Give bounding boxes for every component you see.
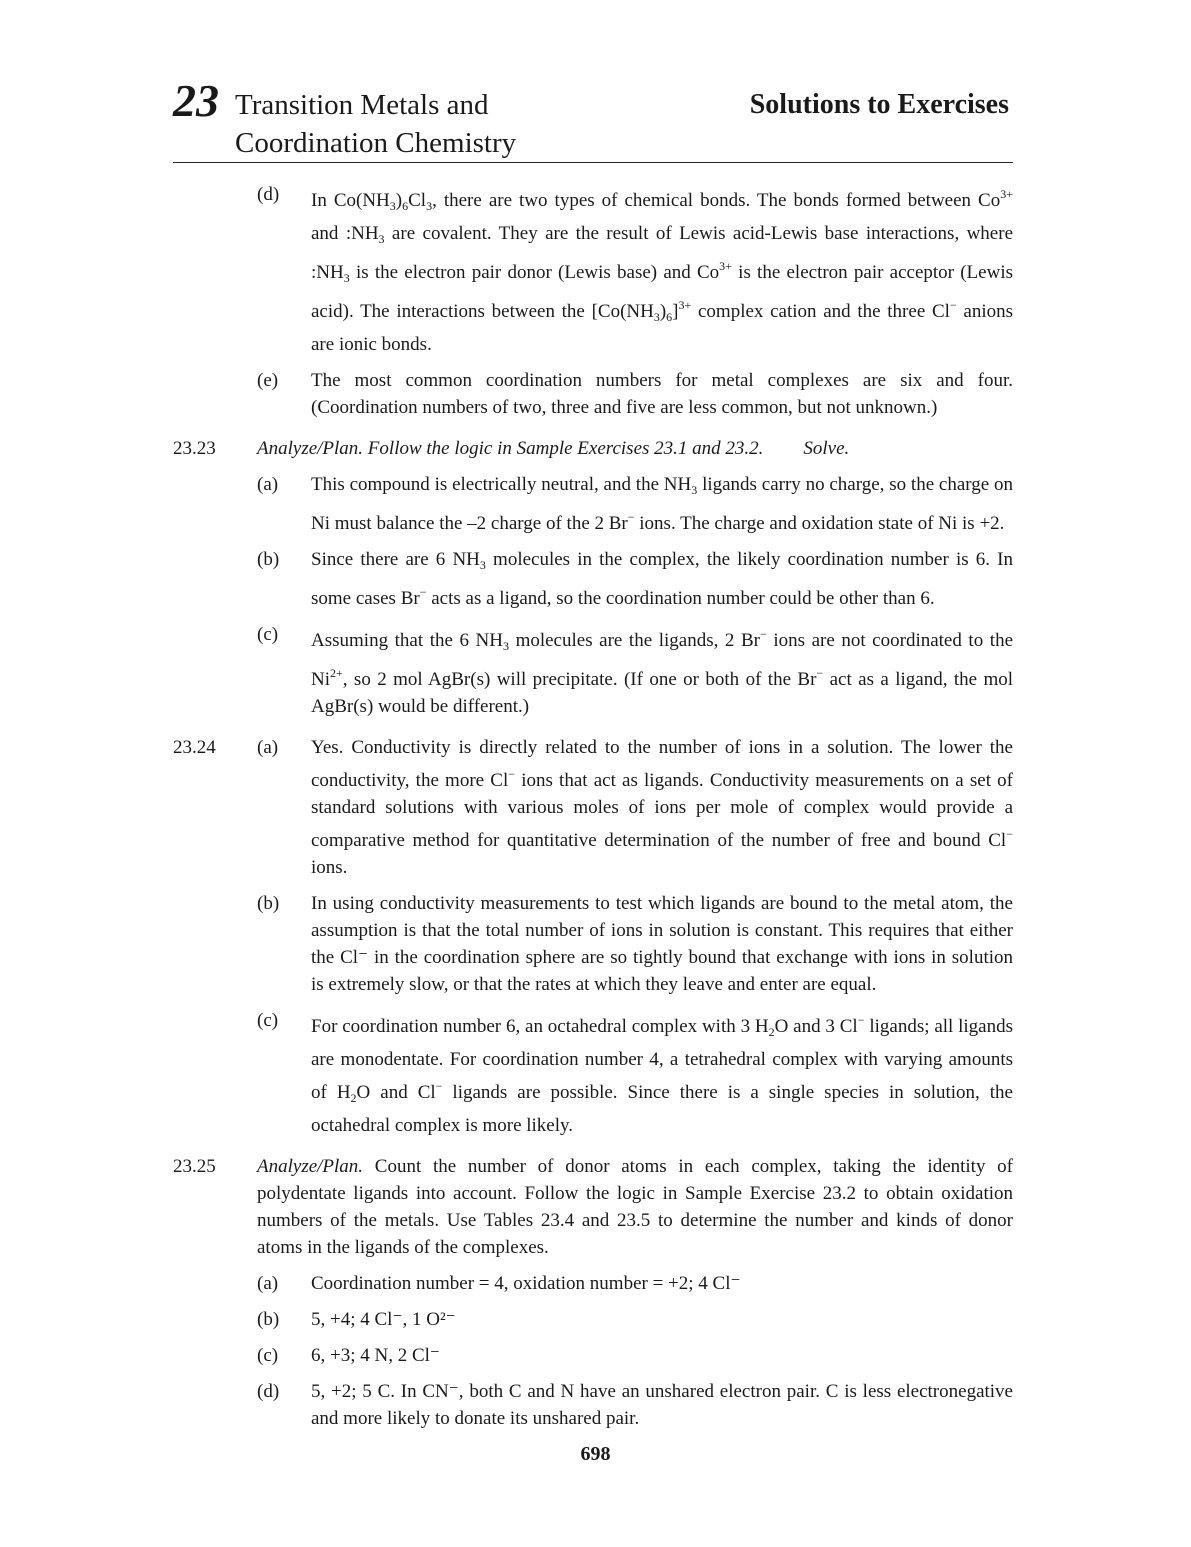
problem-23-25-c: (c) 6, +3; 4 N, 2 Cl⁻ (257, 1345, 440, 1366)
problem-23-25-intro: 23.25 Analyze/Plan. Count the number of donor atoms in each complex, taking the identity of polydentate ligands into account. Follow the logic in Sample Exercise 23.2 to obtain oxidation numbers of the metals. Use Tables 23.4 and 23.5 to determine the number and kinds of donor atoms in the ligands of the complexes. (173, 1153, 1013, 1261)
item-text: In $Co(NH_3)_6Cl_3$, there are two types of chemical bonds. The bonds formed between $Co^{3+}$ and $:NH_3$ are covalent. They are the result of Lewis acid-Lewis base interactions, where $:NH_3$ is the electron pair donor (Lewis base) and $Co^{3+}$ is the electron pair acceptor (Lewis acid). The interactions between the $[Co(NH_3)_6]^{3+}$ complex cation and the three Cl− anions are ionic bonds. (311, 187, 1014, 355)
chapter-header (173, 75, 1013, 162)
problem-23-24-a: 23.24 (a) Yes. Conductivity is directly related to the number of ions in a solution. The lower the conductivity, the more Cl− ions that act as ligands. Conductivity measurements on a set of standard solutions with various moles of ions per mole of complex would provide a comparative method for quantitative determination of the number of free and bound Cl− ions. (173, 734, 1013, 881)
section-title: Solutions to Exercises (749, 89, 1009, 120)
problem-23-25-b: (b) 5, +4; 4 Cl⁻, 1 O²⁻ (257, 1309, 456, 1330)
page-body (173, 181, 1013, 1441)
problem-number: 23.23 (173, 438, 216, 459)
problem-23-24-c: (c) For coordination number 6, an octahedral complex with 3 $H_2O$ and 3 Cl− ligands; all ligands are monodentate. For coordination number 4, a tetrahedral complex with varying amounts of $H_2O$ and Cl− ligands are possible. Since there is a single species in solution, the octahedral complex is more likely. (257, 1010, 1014, 1136)
problem-23-25-d: (d) 5, +2; 5 C. In CN⁻, both C and N have an unshared electron pair. C is less electronegative and more likely to donate its unshared pair. (257, 1381, 1013, 1429)
item-d-bonds: (d) In $Co(NH_3)_6Cl_3$, there are two types of chemical bonds. The bonds formed between $Co^{3+}$ and $:NH_3$ are covalent. They are the result of Lewis acid-Lewis base interactions, where $:NH_3$ is the electron pair donor (Lewis base) and $Co^{3+}$ is the electron pair acceptor (Lewis acid). The interactions between the $[Co(NH_3)_6]^{3+}$ complex cation and the three Cl− anions are ionic bonds. (173, 181, 1013, 358)
problem-number: 23.24 (173, 737, 216, 758)
item-e-coordination-numbers: (e) The most common coordination numbers for metal complexes are six and four. (Coordination numbers of two, three and five are less common, but not unknown.) (257, 370, 1013, 418)
problem-23-23-b: (b) Since there are 6 $NH_3$ molecules in the complex, the likely coordination number is 6. In some cases Br− acts as a ligand, so the coordination number could be other than 6. (257, 549, 1013, 609)
chapter-title (235, 86, 516, 162)
chapter-title-line1: Transition Metals and (235, 89, 489, 121)
chapter-number: 23 (173, 75, 219, 126)
problem-number: 23.25 (173, 1156, 216, 1177)
problem-23-24-b: (b) In using conductivity measurements to test which ligands are bound to the metal atom, the assumption is that the total number of ions in solution is constant. This requires that either the Cl⁻ in the coordination sphere are so tightly bound that exchange with ions in solution is extremely slow, or that the rates at which they leave and enter are equal. (257, 893, 1013, 995)
problem-23-23-c: (c) Assuming that the 6 $NH_3$ molecules are the ligands, 2 Br− ions are not coordinated to the $Ni^{2+}$, so 2 mol AgBr(s) will precipitate. (If one or both of the Br− act as a ligand, the mol AgBr(s) would be different.) (257, 624, 1014, 717)
header-rule (173, 162, 1013, 163)
chapter-title-line2: Coordination Chemistry (235, 127, 517, 159)
problem-23-25-a: (a) Coordination number = 4, oxidation number = +2; 4 Cl⁻ (257, 1273, 741, 1294)
problem-23-23-intro: 23.23 Analyze/Plan. Follow the logic in Sample Exercises 23.1 and 23.2. Solve. (173, 435, 1013, 462)
page-number: 698 (580, 1443, 611, 1465)
problem-23-23-a: (a) This compound is electrically neutral, and the $NH_3$ ligands carry no charge, so the charge on Ni must balance the –2 charge of the 2 Br− ions. The charge and oxidation state of Ni is +2. (257, 474, 1014, 534)
